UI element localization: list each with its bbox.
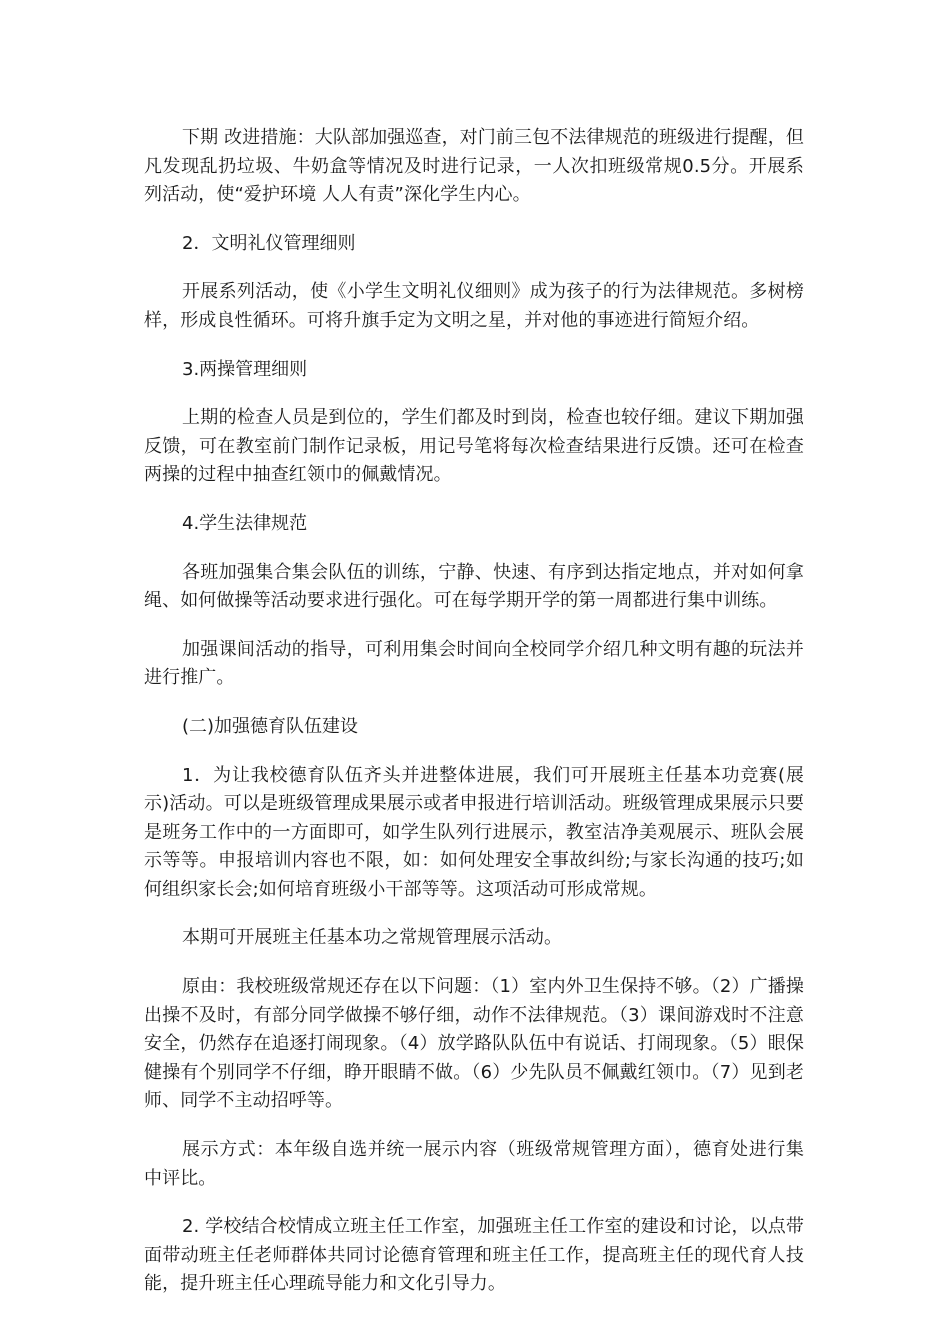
heading-etiquette-rules: 2．文明礼仪管理细则 [182,232,356,254]
paragraph-improvement-measures: 下期 改进措施：大队部加强巡查，对门前三包不法律规范的班级进行提醒，但凡发现乱扔垃圾、牛奶盒等情况及时进行记录，一人次扣班级常规0.5分。开展系列活动，使“爱护环境 人人有责”深化学生内心。 [144,127,804,206]
heading-moral-team: (二)加强德育队伍建设 [182,715,359,737]
paragraph-assembly-training: 各班加强集合集会队伍的训练，宁静、快速、有序到达指定地点，并对如何拿绳、如何做操等活动要求进行强化。可在每学期开学的第一周都进行集中训练。 [144,561,804,612]
paragraph-exercise-check: 上期的检查人员是到位的，学生们都及时到岗，检查也较仔细。建议下期加强反馈，可在教室前门制作记录板，用记号笔将每次检查结果进行反馈。还可在检查两操的过程中抽查红领巾的佩戴情况。 [144,407,804,486]
paragraph-this-term: 本期可开展班主任基本功之常规管理展示活动。 [182,927,563,949]
document-body [144,124,804,1319]
paragraph-teacher-competition: 1．为让我校德育队伍齐头并进整体进展，我们可开展班主任基本功竞赛(展示)活动。可以是班级管理成果展示或者申报进行培训活动。班级管理成果展示只要是班务工作中的一方面即可，如学生队列行进展示，教室洁净美观展示、班队会展示等等。申报培训内容也不限，如：如何处理安全事故纠纷;与家长沟通的技巧;如何组织家长会;如何培育班级小干部等等。这项活动可形成常规。 [144,764,804,900]
paragraph-display-method: 展示方式：本年级自选并统一展示内容（班级常规管理方面），德育处进行集中评比。 [144,1139,804,1189]
heading-exercise-rules: 3.两操管理细则 [182,358,308,380]
paragraph-recess-activities: 加强课间活动的指导，可利用集会时间向全校同学介绍几种文明有趣的玩法并进行推广。 [144,638,804,689]
paragraph-etiquette: 开展系列活动，使《小学生文明礼仪细则》成为孩子的行为法律规范。多树榜样，形成良性循环。可将升旗手定为文明之星，并对他的事迹进行简短介绍。 [144,281,804,331]
paragraph-teacher-studio: 2. 学校结合校情成立班主任工作室，加强班主任工作室的建设和讨论，以点带面带动班主任老师群体共同讨论德育管理和班主任工作，提高班主任的现代育人技能，提升班主任心理疏导能力和文化引导力。 [144,1216,804,1295]
heading-student-norms: 4.学生法律规范 [182,512,308,534]
paragraph-reasons: 原由：我校班级常规还存在以下问题：（1）室内外卫生保持不够。（2）广播操出操不及时，有部分同学做操不够仔细，动作不法律规范。（3）课间游戏时不注意安全，仍然存在追逐打闹现象。（4）放学路队队伍中有说话、打闹现象。（5）眼保健操有个别同学不仔细，睁开眼睛不做。（6）少先队员不佩戴红领巾。（7）见到老师、同学不主动招呼等。 [144,976,804,1112]
